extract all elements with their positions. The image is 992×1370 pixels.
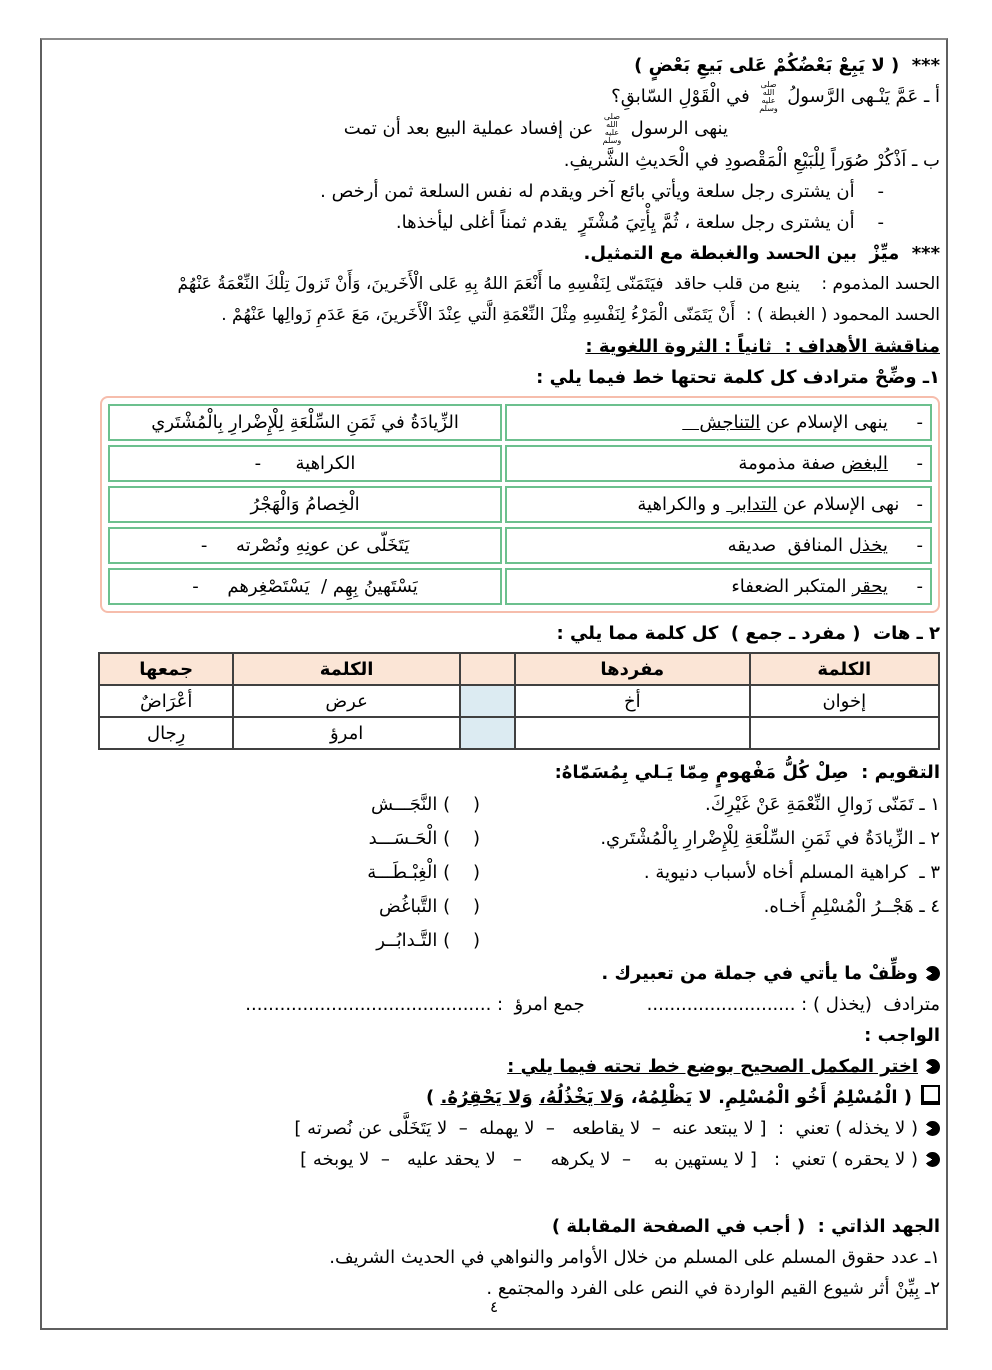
table-row (108, 527, 932, 564)
concept-item: ٤ ـ هَجْــرُ الْمُسْلِمِ أَخـاه. (763, 896, 940, 917)
question-a (50, 81, 940, 113)
answer-b-point-1: - أن يشترى رجل سلعة ويأتي بائع آخر ويقدم له نفس السلعة ثمن أرخص . (320, 181, 884, 202)
table-row (108, 486, 932, 523)
evaluation-row (50, 890, 940, 924)
plural-cell: أعْرَاضٌ (99, 685, 233, 717)
table-row (108, 404, 932, 441)
sentence-cell (505, 486, 932, 523)
choice-term: النَّجَـــش (371, 794, 438, 815)
synonym-cell: - الكراهية (108, 445, 502, 482)
table-row (108, 445, 932, 482)
question-a-text-post: في الْقَوْلِ السّابقِ؟ (611, 86, 756, 107)
answer-a-text-post: عن إفساد عملية البيع بعد أن تمت (343, 118, 599, 139)
sentence-post: صفة مذمومة (738, 453, 842, 474)
answer-parentheses: ( ) (443, 794, 480, 815)
circle-arrow-bullet-icon (925, 1121, 940, 1136)
pbuh-calligraphy-icon: صلى الله عليه وسلم (602, 112, 622, 145)
concept-item: ١ ـ تَمَنّى زَوالِ النِّعْمَةِ عَنْ غَيْرِكَ. (704, 794, 940, 815)
synonyms-table-outline (100, 396, 940, 613)
sentence-pre: - (887, 535, 923, 556)
pbuh-calligraphy-icon: صلى الله عليه وسلم (759, 80, 778, 113)
sentence-pre: - (887, 453, 923, 474)
answer-parentheses: ( ) (443, 862, 480, 883)
table-header-row (99, 653, 939, 685)
column-header: جمعها (99, 653, 233, 685)
sentence-cell (505, 568, 932, 605)
answer-parentheses: ( ) (443, 828, 480, 849)
underlined-word: التناجش (682, 412, 761, 433)
worksheet-page-frame (40, 38, 948, 1330)
evaluation-row (50, 924, 940, 958)
choice-term: التَّباغُض (379, 896, 438, 917)
question-a-text-pre: أ ـ عَمَّ يَنْـهى الرَّسولُ (781, 86, 940, 107)
plural-table (98, 652, 940, 750)
option-1-choices: [ لا يبتعد عنه – لا يقاطعه – لا يهمله – لا يَتَخَلَّى عن نُصرته ] (294, 1118, 767, 1139)
answer-choice (285, 788, 480, 822)
word-cell: امرؤ (233, 717, 460, 749)
employ-answer-line (50, 989, 940, 1020)
underlined-word: يخذل (848, 535, 888, 556)
synonyms-intro: ١ـ وضِّحْ مترادف كل كلمة تحتها خط فيما يلي : (536, 367, 940, 388)
synonym-label: مترادف (يخذل ) : (795, 994, 940, 1015)
evaluation-row (50, 822, 940, 856)
table-row (99, 717, 939, 749)
selfwork-heading: الجهد الذاتي : ( أجب في الصفحة المقابلة ) (551, 1216, 940, 1237)
table-row (108, 568, 932, 605)
underlined-word: يحقر (852, 576, 888, 597)
hadith-underlined-2: وَلا يَحْقِرُهُ. (440, 1087, 533, 1108)
plural-cell: رِجال (99, 717, 233, 749)
choice-term: الْغِبْـطَـــة (367, 862, 438, 883)
selfwork-item-1: ١ـ عدد حقوق المسلم على المسلم من خلال الأوامر والنواهي في الحديث الشريف. (329, 1247, 940, 1268)
option-1-label: ( لا يخذله ) تعني : (766, 1118, 918, 1139)
word-cell: عرض (233, 685, 460, 717)
checkbox-icon (921, 1085, 940, 1105)
sentence-cell (505, 527, 932, 564)
plural-label: جمع امرؤ : (491, 994, 585, 1015)
sentence-post: و والكراهية (637, 494, 727, 515)
column-header: الكلمة (750, 653, 939, 685)
sentence-cell (505, 445, 932, 482)
synonyms-table (105, 400, 935, 609)
hadith-quote-title: *** ( لا يَبِعْ بَعْضُكُمْ عَلى بَيعِ بَعْضٍ ) (634, 55, 940, 76)
column-header: مفردها (515, 653, 750, 685)
employ-instruction (50, 958, 940, 989)
word-cell (750, 717, 939, 749)
concept-item: ٢ ـ الزِّيادَةُ في ثَمَنِ السِّلْعَةِ لِلْإِضْرارِ بِالْمُشْتَري. (600, 828, 940, 849)
choice-term: التَّـدابُــر (376, 930, 438, 951)
table-row (99, 685, 939, 717)
singular-cell: أخ (515, 685, 750, 717)
spacer-cell (460, 717, 515, 749)
hadith-completion-line (50, 1082, 940, 1113)
column-header: الكلمة (233, 653, 460, 685)
envy-praised-definition: الحسد المحمود ( الغبطة ) : أَنْ يَتَمَنّى الْمَرْءُ لِنَفْسِهِ مِثْلَ النِّعْمَةِ الَّتي عِنْدَ الْأَخَرينَ، مَعَ عَدَمِ زَوالِها عَنْهُمْ . (221, 305, 940, 325)
answer-a (50, 113, 940, 145)
dotted-answer-blank: ........................................... (245, 994, 492, 1015)
answer-a-text-pre: ينهى الرسول (624, 118, 728, 139)
synonym-cell: الْخِصامُ وَالْهَجْرُ (108, 486, 502, 523)
homework-heading: الواجب : (864, 1025, 940, 1046)
dotted-answer-blank: .......................... (646, 994, 796, 1015)
envy-section-title: *** ميِّزْ بين الحسد والغبطة مع التمثيل. (583, 243, 940, 264)
answer-choice (285, 856, 480, 890)
option-line-2 (50, 1144, 940, 1175)
underlined-word: التدابر (726, 494, 778, 515)
singular-cell (515, 717, 750, 749)
circle-arrow-bullet-icon (925, 1059, 940, 1074)
selfwork-item-2: ٢ـ بِيِّنْ أثر شيوع القيم الواردة في النص على الفرد والمجتمع . (486, 1278, 940, 1299)
sentence-post: المنافق صديقه (727, 535, 849, 556)
sentence-pre: - ينهى الإسلام عن (760, 412, 923, 433)
hadith-post: ) (425, 1087, 441, 1108)
envy-blamed-definition: الحسد المذموم : ينبع من قلب حاقد فيَتَمَنّى لِنَفْسِهِ ما أَنْعَمَ اللهُ بِهِ عَلى الْأَخَرينَ، وَأَنْ تَزولَ تِلْكَ النِّعْمَةُ عَنْهُمْ (177, 274, 940, 294)
concept-item: ٣ ـ كراهية المسلم أخاه لأسباب دنيوية . (643, 862, 940, 883)
word-cell: إخوان (750, 685, 939, 717)
circle-arrow-bullet-icon (925, 1152, 940, 1167)
evaluation-row (50, 788, 940, 822)
option-line-1 (50, 1113, 940, 1144)
sentence-pre: - (887, 576, 923, 597)
plural-intro: ٢ ـ هات ( مفرد ـ جمع ) كل كلمة مما يلي : (556, 623, 940, 644)
choice-term: الْحَـسَـــد (368, 828, 438, 849)
answer-parentheses: ( ) (443, 896, 480, 917)
synonym-cell: - يَسْتَهينُ بِهِم / يَسْتَصْغِرهم (108, 568, 502, 605)
goals-heading (50, 331, 940, 362)
spacer-cell (460, 685, 515, 717)
hadith-pre: ( الْمُسْلِمُ أَخُو الْمُسْلِمِ. لا يَظْلِمُهُ، (624, 1087, 912, 1108)
answer-choice (285, 924, 480, 958)
underlined-word: البغض (841, 453, 888, 474)
sentence-cell (505, 404, 932, 441)
employ-instruction-text: وظِّفْ ما يأتي في جملة من تعبيرك . (601, 963, 918, 984)
evaluation-row (50, 856, 940, 890)
choose-completion-title (50, 1051, 940, 1082)
synonym-cell: الزِّيادَةُ في ثَمَنِ السِّلْعَةِ لِلْإِضْرارِ بِالْمُشْتَري (108, 404, 502, 441)
goals-heading-text: مناقشة الأهداف : ثانياً : الثروة اللغوية : (585, 336, 940, 357)
column-header-spacer (460, 653, 515, 685)
sentence-pre: - نهى الإسلام عن (777, 494, 923, 515)
circle-arrow-bullet-icon (925, 966, 940, 981)
sentence-post: المتكبر الضعفاء (731, 576, 853, 597)
answer-choice (285, 822, 480, 856)
option-2-choices: [ لا يستهين به – لا يكرهه – لا يحقد عليه – لا يوبخه ] (300, 1149, 757, 1170)
synonym-cell: - يَتَخَلّى عن عونِهِ ونُصْرته (108, 527, 502, 564)
hadith-underlined-1: وَلا يَخْذُلُهُ، (538, 1087, 625, 1108)
question-b: ب ـ اَذْكُرْ صُوَراً لِلْبَيْعِ الْمَقْصودِ في الْحَديثِ الشَّريفِ. (563, 150, 940, 171)
page-number: ٤ (489, 1298, 499, 1316)
evaluation-heading: التقويم : صِلْ كُلُّ مَفْهومٍ مِمّا يَـلي بِمُسَمّاهُ: (554, 762, 940, 783)
answer-b-point-2: - أن يشترى رجل سلعة ، ثُمَّ يِأْتِيَ مُشْتَرٍ يقدم ثمناً أغلى ليأخذها. (395, 212, 884, 233)
choose-completion-text: اختر المكمل الصحيح بوضع خط تحته فيما يلي : (507, 1056, 918, 1077)
answer-choice (285, 890, 480, 924)
option-2-label: ( لا يحقره ) تعني : (756, 1149, 918, 1170)
answer-parentheses: ( ) (443, 930, 480, 951)
